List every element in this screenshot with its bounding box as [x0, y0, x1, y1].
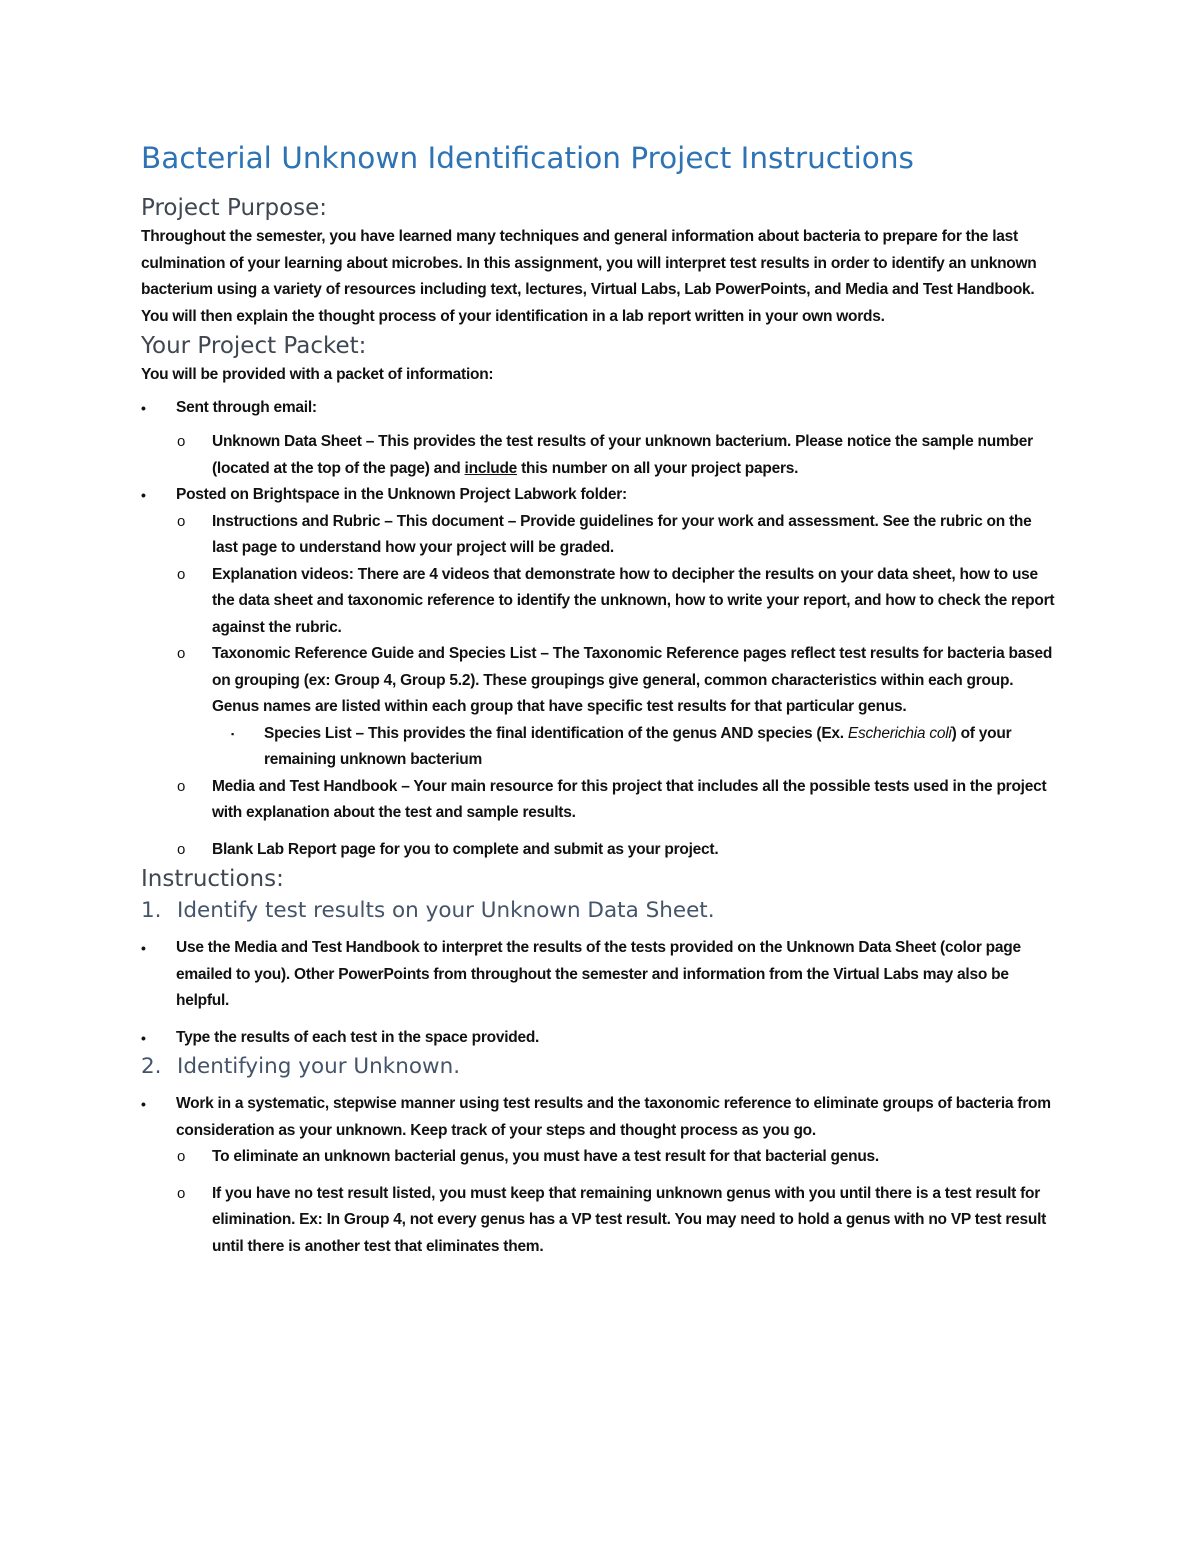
bullet-marker: •: [141, 487, 146, 503]
circle-marker: o: [177, 433, 186, 450]
list-item-handbook: [141, 774, 1060, 827]
list-item-taxonomic: [141, 641, 1060, 721]
section-heading-instructions: Instructions:: [141, 866, 284, 892]
step-2-sub-2-text: If you have no test result listed, you must keep that remaining unknown genus with you until there is a test result for elimination. Ex: In Group 4, not every genus has a VP test result. You may need to hold a genus with no VP test result until there is another test that eliminates them.: [212, 1184, 1047, 1255]
list-item-data-sheet: [141, 429, 1060, 482]
step-1-bullet-1-text: Use the Media and Test Handbook to interpret the results of the tests provided on the Unknown Data Sheet (color page emailed to you). Other PowerPoints from throughout the semester and information from the Virtual Labs may also be helpful.: [176, 939, 1021, 1009]
blank-report-text: Blank Lab Report page for you to complete and submit as your project.: [212, 840, 719, 858]
list-item-instructions-rubric: [141, 509, 1060, 562]
data-sheet-underline: include: [464, 459, 518, 477]
list-item-species: [141, 721, 1060, 774]
list-item-brightspace: [141, 482, 1060, 509]
circle-marker: o: [177, 777, 186, 795]
step-2-sub-1-text: To eliminate an unknown bacterial genus, you must have a test result for that bacterial genus.: [212, 1148, 879, 1165]
bullet-marker: •: [141, 1096, 146, 1112]
step-1-heading: [141, 895, 1060, 927]
data-sheet-text-b: this number on all your project papers.: [517, 459, 799, 477]
purpose-paragraph: Throughout the semester, you have learned many techniques and general information about bacteria to prepare for the last culmination of your learning about microbes. In this assignment, you will interpret test results in order to identify an unknown bacterium using a variety of resources including text, lectures, Virtual Labs, Lab PowerPoints, and Media and Test Handbook. You will then explain the thought process of your identification in a lab report written in your own words.: [141, 228, 1037, 325]
document-title: Bacterial Unknown Identification Project Instructions: [141, 141, 914, 175]
section-heading-packet: Your Project Packet:: [141, 333, 367, 359]
step-2-number: 2.: [141, 1054, 162, 1079]
bullet-marker: •: [141, 399, 146, 416]
packet-intro: You will be provided with a packet of information:: [141, 366, 494, 383]
step-1-bullet-2: [141, 1025, 1060, 1052]
step-1-number: 1.: [141, 898, 162, 923]
brightspace-label: Posted on Brightspace in the Unknown Project Labwork folder:: [176, 486, 627, 503]
list-item-email: [141, 395, 1060, 422]
instructions-rubric-text: Instructions and Rubric – This document – Provide guidelines for your work and assessment. See the rubric on the last page to understand how your project will be graded.: [212, 512, 1032, 556]
email-label: Sent through email:: [176, 398, 317, 416]
species-text-b: ) of your remaining unknown bacterium: [264, 724, 1012, 768]
species-text-a: Species List – This provides the final identification of the genus AND species (Ex.: [264, 724, 848, 742]
species-italic: Escherichia coli: [847, 724, 952, 742]
data-sheet-text-a: Unknown Data Sheet – This provides the test results of your unknown bacterium. Please notice the sample number (located at the top of the page) and: [212, 433, 1033, 477]
step-2-sub-2: [141, 1181, 1060, 1261]
circle-marker: o: [177, 512, 186, 530]
bullet-marker: •: [141, 940, 146, 956]
circle-marker: o: [177, 1148, 186, 1165]
list-item-blank-report: [141, 837, 1060, 864]
step-2-sub-1: [141, 1144, 1060, 1171]
list-item-videos: [141, 562, 1060, 642]
circle-marker: o: [177, 1184, 186, 1202]
step-1-title: Identify test results on your Unknown Data Sheet.: [177, 898, 715, 923]
bullet-marker: •: [141, 1029, 146, 1046]
videos-text: Explanation videos: There are 4 videos that demonstrate how to decipher the results on your data sheet, how to use the data sheet and taxonomic reference to identify the unknown, how to write your report, and how to check the report against the rubric.: [212, 565, 1055, 636]
circle-marker: o: [177, 840, 186, 858]
step-2-title: Identifying your Unknown.: [177, 1054, 461, 1079]
circle-marker: o: [177, 565, 186, 583]
section-heading-purpose: Project Purpose:: [141, 195, 328, 221]
circle-marker: o: [177, 645, 186, 662]
step-1-bullet-2-text: Type the results of each test in the space provided.: [176, 1028, 540, 1046]
square-marker: ▪: [231, 728, 234, 739]
handbook-text: Media and Test Handbook – Your main resource for this project that includes all the possible tests used in the project with explanation about the test and sample results.: [212, 777, 1047, 821]
step-2-bullet-text: Work in a systematic, stepwise manner using test results and the taxonomic reference to eliminate groups of bacteria from consideration as your unknown. Keep track of your steps and thought process as you go.: [176, 1095, 1051, 1139]
step-2-heading: [141, 1051, 1060, 1083]
taxonomic-text: Taxonomic Reference Guide and Species List – The Taxonomic Reference pages reflect test results for bacteria based on grouping (ex: Group 4, Group 5.2). These groupings give general, common characteristics within each group. Genus names are listed within each group that have specific test results for that particular genus.: [212, 645, 1053, 715]
step-1-bullet-1: [141, 935, 1060, 1015]
step-2-bullet: [141, 1091, 1060, 1144]
